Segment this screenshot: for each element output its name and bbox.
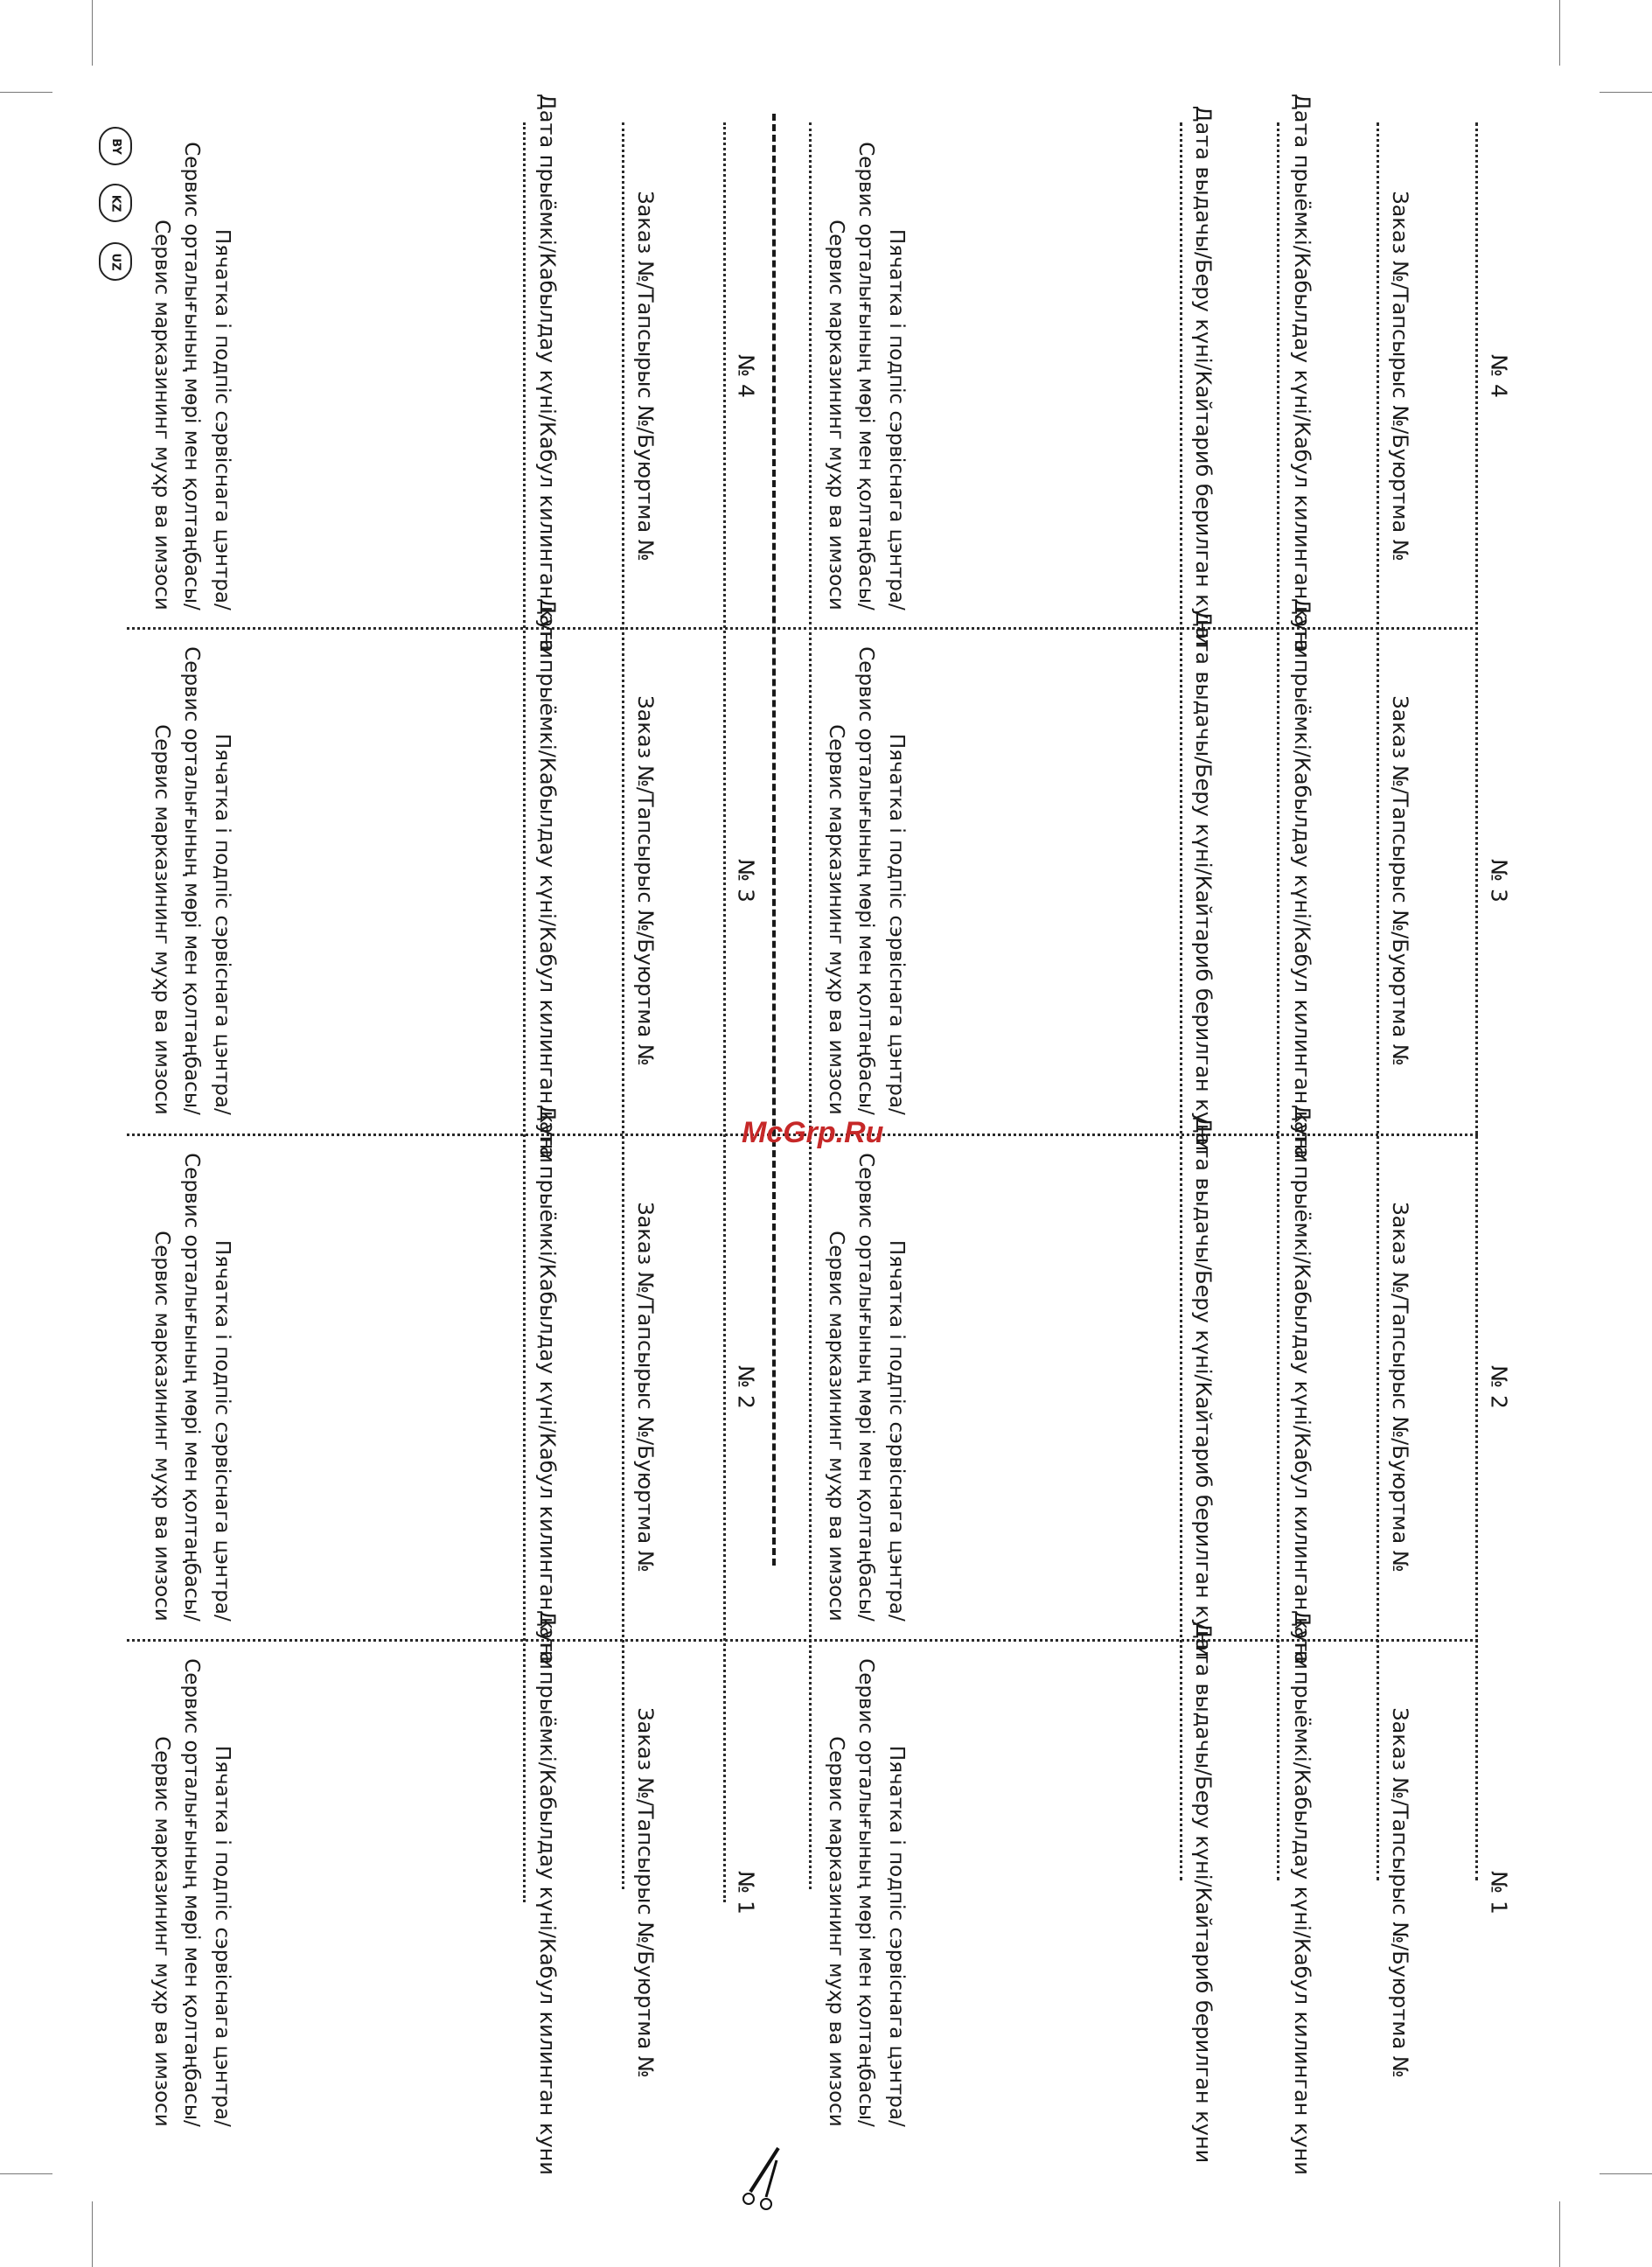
card-number: № 1: [1486, 1871, 1512, 1915]
stamp-signature-label: Пячатка і подпіс сэрвіснага цэнтра/ Сервис орталығының мөрі мен қолтаңбасы/ Сервис марказининг муҳр ва имзоси: [150, 1658, 234, 2127]
card-number: № 3: [1486, 859, 1512, 903]
card-number: № 2: [1486, 1365, 1512, 1409]
crop-mark: [0, 2173, 52, 2174]
crop-mark: [92, 0, 93, 66]
column-divider: [1377, 122, 1379, 1880]
order-number-label: Заказ №/Тапсырыс №/Буюртма №: [1388, 191, 1412, 562]
order-number-label: Заказ №/Тапсырыс №/Буюртма №: [633, 695, 658, 1066]
issue-date-label: Дата выдачы/Беру күні/Кайтариб берилган куни: [1191, 610, 1216, 1152]
crop-mark: [1600, 2173, 1652, 2174]
issue-date-label: Дата выдачы/Беру күні/Кайтариб берилган куни: [1191, 1116, 1216, 1658]
stub-number: № 1: [733, 1871, 759, 1915]
order-number-label: Заказ №/Тапсырыс №/Буюртма №: [1388, 1707, 1412, 2078]
stub-number: № 2: [733, 1365, 759, 1409]
stamp-signature-label: Пячатка і подпіс сэрвіснага цэнтра/ Сервис орталығының мөрі мен қолтаңбасы/ Сервис марказининг муҳр ва имзоси: [824, 646, 908, 1115]
issue-date-label: Дата выдачы/Беру күні/Кайтариб берилган куни: [1191, 1622, 1216, 2164]
scissors-icon: [742, 2141, 794, 2211]
card-number: № 4: [1486, 354, 1512, 398]
receive-date-label: Дата прыёмкі/Кабылдау күні/Кабул килинган куни: [1290, 598, 1314, 1163]
stamp-signature-label: Пячатка і подпіс сэрвіснага цэнтра/ Сервис орталығының мөрі мен қолтаңбасы/ Сервис марказининг муҳр ва имзоси: [824, 1658, 908, 2127]
crop-mark: [0, 92, 52, 93]
receive-date-label: Дата прыёмкі/Кабылдау күні/Кабул килинган куни: [1290, 1105, 1314, 1670]
column-divider: [1475, 122, 1478, 1880]
crop-mark: [1559, 0, 1560, 66]
receive-date-label: Дата прыёмкі/Кабылдау күні/Кабул килинган куни: [1290, 1610, 1314, 2175]
crop-mark: [1600, 92, 1652, 93]
order-number-label: Заказ №/Тапсырыс №/Буюртма №: [1388, 695, 1412, 1066]
receive-date-label: Дата прыёмкі/Кабылдау күні/Кабул килинган куни: [535, 598, 560, 1163]
column-divider: [809, 122, 812, 1889]
cut-line: [772, 114, 776, 1566]
order-number-label: Заказ №/Тапсырыс №/Буюртма №: [1388, 1202, 1412, 1573]
row-divider: [127, 627, 1478, 630]
stub-number: № 4: [733, 354, 759, 398]
language-badge-by: BY: [99, 127, 132, 165]
receive-date-label: Дата прыёмкі/Кабылдау күні/Кабул килинган куни: [535, 1105, 560, 1670]
column-divider: [622, 122, 624, 1889]
stamp-signature-label: Пячатка і подпіс сэрвіснага цэнтра/ Сервис орталығының мөрі мен қолтаңбасы/ Сервис марказининг муҳр ва имзоси: [824, 142, 908, 610]
language-badge-uz: UZ: [99, 242, 132, 281]
stamp-signature-label: Пячатка і подпіс сэрвіснага цэнтра/ Сервис орталығының мөрі мен қолтаңбасы/ Сервис марказининг муҳр ва имзоси: [150, 1153, 234, 1622]
column-divider: [723, 122, 726, 1902]
issue-date-label: Дата выдачы/Беру күні/Кайтариб берилган куни: [1191, 105, 1216, 647]
crop-mark: [92, 2201, 93, 2267]
order-number-label: Заказ №/Тапсырыс №/Буюртма №: [633, 1707, 658, 2078]
stamp-signature-label: Пячатка і подпіс сэрвіснага цэнтра/ Сервис орталығының мөрі мен қолтаңбасы/ Сервис марказининг муҳр ва имзоси: [150, 142, 234, 610]
column-divider: [1180, 122, 1182, 1880]
stub-number: № 3: [733, 859, 759, 903]
stamp-signature-label: Пячатка і подпіс сэрвіснага цэнтра/ Сервис орталығының мөрі мен қолтаңбасы/ Сервис марказининг муҳр ва имзоси: [150, 646, 234, 1115]
stamp-signature-label: Пячатка і подпіс сэрвіснага цэнтра/ Сервис орталығының мөрі мен қолтаңбасы/ Сервис марказининг муҳр ва имзоси: [824, 1153, 908, 1622]
receive-date-label: Дата прыёмкі/Кабылдау күні/Кабул килинган куни: [535, 1610, 560, 2175]
receive-date-label: Дата прыёмкі/Кабылдау күні/Кабул килинган куни: [1290, 94, 1314, 659]
column-divider: [1277, 122, 1279, 1880]
row-divider: [127, 1639, 1478, 1642]
receive-date-label: Дата прыёмкі/Кабылдау күні/Кабул килинган куни: [535, 94, 560, 659]
order-number-label: Заказ №/Тапсырыс №/Буюртма №: [633, 191, 658, 562]
order-number-label: Заказ №/Тапсырыс №/Буюртма №: [633, 1202, 658, 1573]
crop-mark: [1559, 2201, 1560, 2267]
language-badge-kz: KZ: [99, 184, 132, 222]
column-divider: [523, 122, 526, 1902]
watermark: McGrp.Ru: [742, 1116, 884, 1149]
